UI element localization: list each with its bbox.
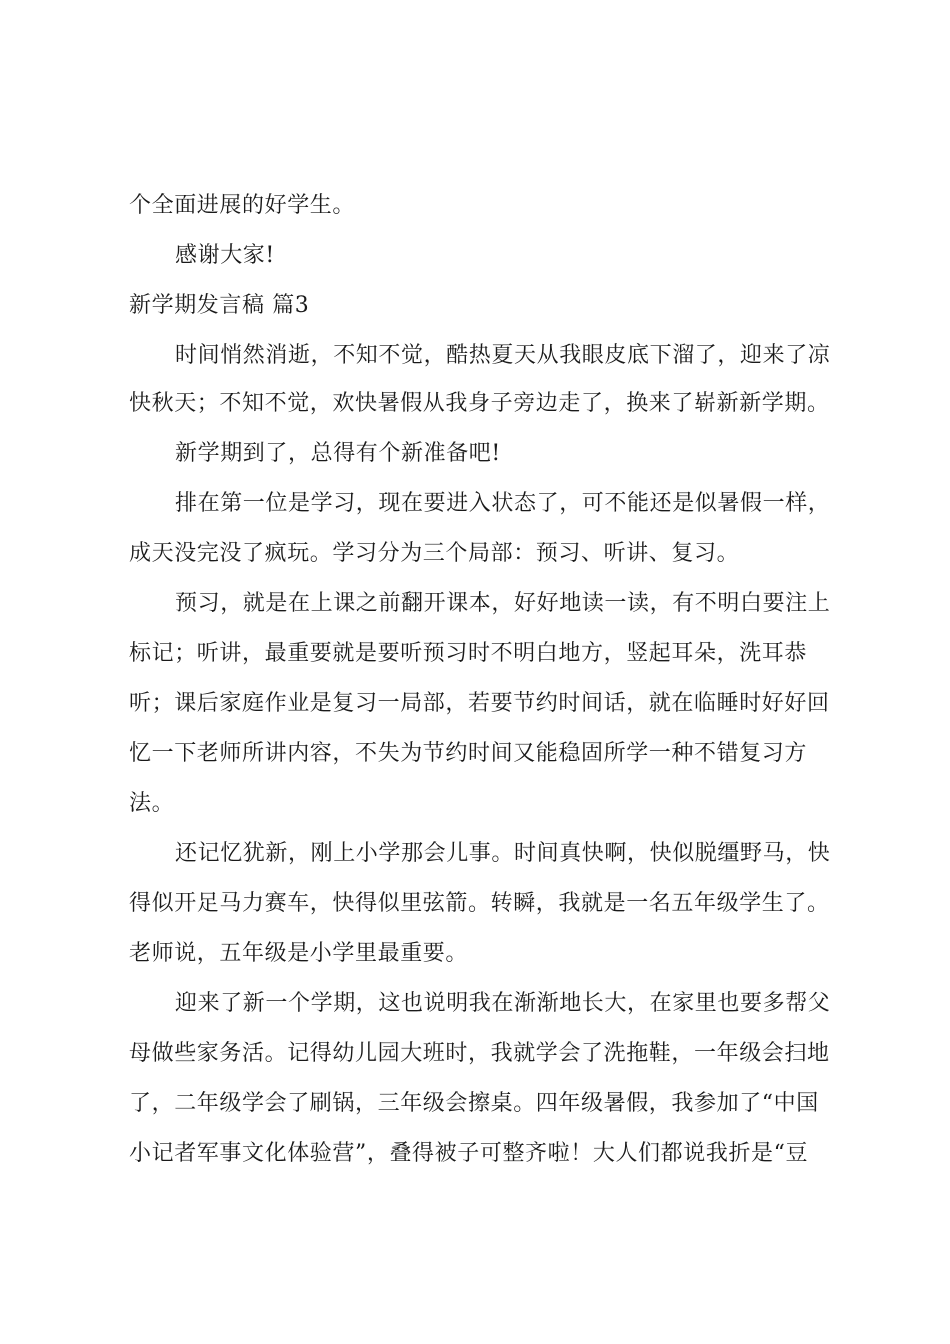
text-line: 法。 xyxy=(129,791,175,816)
section-heading: 新学期发言稿 篇3 xyxy=(129,293,310,318)
text-line: 成天没完没了疯玩。学习分为三个局部：预习、听讲、复习。 xyxy=(129,541,740,566)
text-line: 时间悄然消逝，不知不觉，酷热夏天从我眼皮底下溜了，迎来了凉 xyxy=(175,343,831,368)
text-line: 小记者军事文化体验营”，叠得被子可整齐啦！大人们都说我折是“豆 xyxy=(129,1141,809,1166)
text-line: 还记忆犹新，刚上小学那会儿事。时间真快啊，快似脱缰野马，快 xyxy=(175,841,831,866)
text-line: 了，二年级学会了刷锅，三年级会擦桌。四年级暑假，我参加了“中国 xyxy=(129,1091,819,1116)
text-line: 快秋天；不知不觉，欢快暑假从我身子旁边走了，换来了崭新新学期。 xyxy=(129,391,830,416)
text-line: 新学期到了，总得有个新准备吧! xyxy=(175,441,501,466)
text-line: 排在第一位是学习，现在要进入状态了，可不能还是似暑假一样， xyxy=(175,491,831,516)
text-line: 迎来了新一个学期，这也说明我在渐渐地长大，在家里也要多帮父 xyxy=(175,991,831,1016)
text-line: 感谢大家! xyxy=(175,243,275,268)
text-line: 忆一下老师所讲内容，不失为节约时间又能稳固所学一种不错复习方 xyxy=(129,741,808,766)
text-line: 标记；听讲，最重要就是要听预习时不明白地方，竖起耳朵，洗耳恭 xyxy=(129,641,808,666)
text-line: 老师说，五年级是小学里最重要。 xyxy=(129,941,469,966)
text-line: 听；课后家庭作业是复习一局部，若要节约时间话，就在临睡时好好回 xyxy=(129,691,830,716)
text-line: 预习，就是在上课之前翻开课本，好好地读一读，有不明白要注上 xyxy=(175,591,831,616)
text-line: 个全面进展的好学生。 xyxy=(129,193,356,218)
text-line: 得似开足马力赛车，快得似里弦箭。转瞬，我就是一名五年级学生了。 xyxy=(129,891,830,916)
text-line: 母做些家务活。记得幼儿园大班时，我就学会了洗拖鞋，一年级会扫地 xyxy=(129,1041,830,1066)
